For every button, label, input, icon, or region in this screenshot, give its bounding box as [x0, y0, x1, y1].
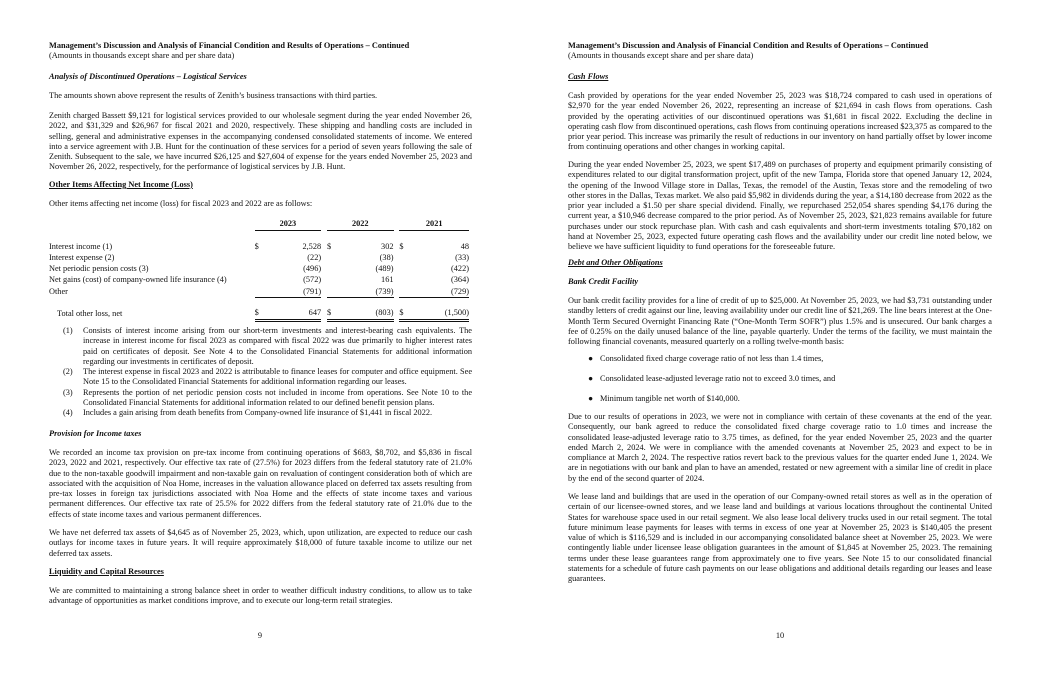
paragraph: We lease land and buildings that are used in the operation of our Company-owned retail stores as well as in the operation of certain of our licensee-owned stores, and we lease land and buildings at various locations throughout the continental United States for warehouse space used in our retail segment. We also lease local delivery trucks used in our retail segment. The total future minimum lease payments for leases with terms in excess of one year at November 25, 2023 is $140,405 the present value of which is $116,529 and is included in our accompanying consolidated balance sheet at November 25, 2023. We were contingently liable under licensee lease obligation guarantees in the amount of $1,845 at November 25, 2023. The remaining terms under these lease guarantees range from approximately one to five years. See Note 15 to our consolidated financial statements for a schedule of future cash payments on our lease obligations and additional details regarding our leases and lease guarantees. — [568, 492, 992, 584]
paragraph: During the year ended November 25, 2023, we spent $17,489 on purchases of property and equipment primarily consisting of expenditures related to our digital transformation project, upfit of the new Tampa, Florida store that opened January 12, 2024, the opening of the Inwood Village store in Dallas, Texas, the remodel of the Austin, Texas store and the remodeling of two other stores in the Dallas, Texas market. We also paid $5,982 in dividends during the year, a $14,180 decrease from 2022 as the prior year included a $1.50 per share special dividend. Finally, we repurchased 252,054 shares spending $4,176 during the current year, a $10,946 decrease compared to the prior period. As of November 25, 2023, $21,823 remains available for future purchases under our stock repurchase plan. With cash and cash equivalents and short-term investments totaling $70,182 on hand at November 25, 2023, expected future operating cash flows and the availability under our credit line noted below, we believe we have sufficient liquidity to fund operations for the foreseeable future. — [568, 160, 992, 252]
list-item — [568, 374, 992, 384]
currency-symbol: $ — [399, 307, 409, 320]
list-item — [568, 394, 992, 404]
page-header — [568, 41, 992, 62]
bullet-icon: ● — [588, 393, 594, 403]
section-heading-other-items: Other Items Affecting Net Income (Loss) — [49, 180, 193, 189]
currency-symbol: $ — [399, 241, 404, 251]
paragraph: Our bank credit facility provides for a line of credit of up to $25,000. At November 25, 2023, we had $3,731 outstanding under standby letters of credit against our line, leaving availability under our credit line of $21,269. The line bears interest at the One-Month Term Secured Overnight Financing Rate (“One-Month Term SOFR”) plus 1.5% and is unsecured. Our bank charges a fee of 0.25% on the daily unused balance of the line, payable quarterly. Under the terms of the facility, we must maintain the following financial covenants, measured quarterly on a rolling twelve-month basis: — [568, 296, 992, 347]
paragraph: We recorded an income tax provision on pre-tax income from continuing operations of $683, $8,702, and $5,836 in fiscal 2023, 2022 and 2021, respectively. Our effective tax rate of (27.5%) for 2023 differs from the federal statutory rate of 21.0% due to the non-taxable goodwill impairment and non-taxable gain on revaluation of contingent consideration both of which are associated with the acquisition of Noa Home, increases in the valuation allowance placed on deferred tax assets resulting from pre-tax losses in foreign tax jurisdictions associated with Noa Home and the effects of state income taxes and various permanent differences. Our effective tax rate of 25.5% for 2022 differs from the federal statutory rate of 21.0% due to the effects of state income taxes and various permanent differences. — [49, 448, 472, 519]
currency-symbol: $ — [254, 241, 259, 251]
row-label: Total other loss, net — [57, 308, 123, 318]
cell: (572) — [303, 275, 322, 285]
cell: (22) — [307, 252, 322, 262]
row-label: Net gains (cost) of company-owned life insurance (4) — [49, 275, 227, 285]
table-row — [49, 241, 469, 252]
page-header — [49, 41, 472, 62]
currency-symbol: $ — [327, 307, 337, 320]
list-item — [568, 354, 992, 364]
cell: (33) — [455, 252, 469, 262]
cell: (496) — [303, 264, 322, 274]
cell: (38) — [379, 252, 394, 262]
footnote — [49, 408, 472, 418]
cell: (729) — [409, 286, 469, 298]
table-row — [49, 275, 469, 286]
table-header-row — [49, 218, 469, 231]
footnotes — [49, 326, 472, 419]
header-title: Management’s Discussion and Analysis of Financial Condition and Results of Operations – Continued — [49, 41, 410, 50]
paragraph: We have net deferred tax assets of $4,645 as of November 25, 2023, which, upon utilization, are expected to reduce our cash outlays for income taxes in future years. It will require approximately $18,000 of future taxable income to utilize our net deferred tax assets. — [49, 528, 472, 558]
column-header: 2021 — [399, 218, 469, 231]
section-heading-income-taxes: Provision for Income taxes — [49, 429, 142, 438]
column-header: 2022 — [327, 218, 393, 231]
paragraph: Cash provided by operations for the year ended November 25, 2023 was $18,724 compared to cash used in operations of $2,970 for the year ended November 26, 2022, representing an increase of $21,694 in cash flows from operations. Cash provided by the operating activities of our discontinued operations was $1,681 in fiscal 2022. Excluding the decline in operating cash flow from discontinued operations, cash flows from continuing operations increased $23,375 as compared to the prior year period. This increase was primarily the result of reductions in our inventory on hand partially offset by lower income from continuing operations and other changes in working capital. — [568, 91, 992, 152]
cell: 2,528 — [302, 241, 322, 251]
list-item-text: Consolidated lease-adjusted leverage ratio not to exceed 3.0 times, and — [600, 373, 836, 383]
table-row — [49, 286, 469, 298]
cell: (803) — [337, 307, 394, 320]
footnote-text: Includes a gain arising from death benefits from Company-owned life insurance of $1,441 in fiscal 2022. — [83, 408, 433, 418]
list-item-text: Consolidated fixed charge coverage ratio of not less than 1.4 times, — [600, 354, 824, 363]
cell: (791) — [265, 286, 322, 298]
cell: (489) — [375, 264, 394, 274]
header-title: Management’s Discussion and Analysis of Financial Condition and Results of Operations – Continued — [568, 41, 929, 50]
paragraph: Other items affecting net income (loss) for fiscal 2023 and 2022 are as follows: — [49, 199, 313, 208]
page-10 — [568, 0, 992, 673]
footnote-number: (1) — [63, 326, 73, 335]
section-heading-discontinued-operations: Analysis of Discontinued Operations – Logistical Services — [49, 72, 247, 81]
subsection-heading-bank-credit: Bank Credit Facility — [568, 277, 639, 286]
cell: (1,500) — [409, 307, 469, 320]
table-row — [49, 252, 469, 263]
section-heading-debt: Debt and Other Obligations — [568, 258, 663, 267]
footnote-text: Consists of interest income arising from our short-term investments and interest-bearing cash equivalents. The increase in interest income for fiscal 2023 as compared with fiscal 2022 was due primarily to higher interest rates paid on certificates of deposit. See Note 4 to the Consolidated Financial Statements for additional information regarding our investments in certificates of deposit. — [83, 326, 472, 366]
cell: 302 — [381, 241, 394, 251]
cell: (739) — [337, 286, 394, 298]
footnote-text: Represents the portion of net periodic pension costs not included in income from operations. See Note 10 to the Consolidated Financial Statements for additional information related to our defined benefit pension plans. — [83, 387, 472, 408]
cell: 161 — [381, 275, 394, 285]
footnote-number: (4) — [63, 408, 73, 418]
footnote-number: (2) — [63, 367, 73, 377]
cell: (422) — [451, 264, 469, 274]
covenant-list — [568, 354, 992, 414]
bullet-icon: ● — [588, 373, 594, 383]
table-row — [49, 264, 469, 275]
column-header: 2023 — [255, 218, 321, 231]
currency-symbol: $ — [327, 241, 332, 251]
row-label: Net periodic pension costs (3) — [49, 264, 149, 274]
page-9 — [49, 0, 472, 673]
table-total-row — [49, 307, 469, 320]
list-item-text: Minimum tangible net worth of $140,000. — [600, 393, 740, 403]
footnote — [49, 388, 472, 409]
paragraph: Due to our results of operations in 2023, we were not in compliance with certain of these covenants at the end of the year. Consequently, our bank agreed to reduce the consolidated fixed charge coverage ratio to 1.0 times and increase the consolidated lease-adjusted leverage ratio to 3.75 times, as defined, for the year ended November 25, 2023 and the quarter ended March 2, 2024. We were in compliance with the amended covenants at November 25, 2023 and expect to be in compliance at March 2, 2024. The respective ratios revert back to the previous values for the quarter ended June 1, 2024. We are in negotiations with our bank and plan to have an amended, restated or new agreement with a similar line of credit in place by the end of the second quarter of 2024. — [568, 412, 992, 483]
currency-symbol: $ — [255, 307, 265, 320]
other-items-table — [49, 218, 469, 322]
footnote-number: (3) — [63, 387, 73, 397]
header-subtitle: (Amounts in thousands except share and per share data) — [568, 51, 754, 61]
cell: 48 — [460, 241, 469, 251]
row-label: Interest income (1) — [49, 241, 113, 251]
cell: (364) — [451, 275, 469, 285]
cell: 647 — [265, 307, 322, 320]
section-heading-cash-flows: Cash Flows — [568, 72, 609, 81]
page-number: 10 — [775, 631, 785, 640]
paragraph: Zenith charged Bassett $9,121 for logistical services provided to our wholesale segment during the year ended November 26, 2022, and $31,329 and $26,967 for fiscal 2021 and 2020, respectively. These shipping and handling costs are included in selling, general and administrative expenses in the accompanying condensed consolidated statements of income. We entered into a service agreement with J.B. Hunt for the continuation of these services for a period of seven years following the sale of Zenith. Subsequent to the sale, we have incurred $26,125 and $27,604 of expense for the years ended November 25, 2023 and November 26, 2022, respectively, for the performance of logistical services by J.B. Hunt. — [49, 111, 472, 172]
section-heading-liquidity: Liquidity and Capital Resources — [49, 567, 164, 576]
row-label: Other — [49, 286, 68, 296]
page-number: 9 — [257, 631, 263, 640]
footnote-text: The interest expense in fiscal 2023 and 2022 is attributable to finance leases for computer and office equipment. See Note 15 to the Consolidated Financial Statements for additional information regarding our leases. — [83, 367, 472, 387]
footnote — [49, 367, 472, 388]
row-label: Interest expense (2) — [49, 252, 115, 262]
header-subtitle: (Amounts in thousands except share and per share data) — [49, 51, 235, 61]
paragraph: The amounts shown above represent the results of Zenith’s business transactions with third parties. — [49, 91, 378, 100]
footnote — [49, 326, 472, 367]
paragraph: We are committed to maintaining a strong balance sheet in order to weather difficult industry conditions, to allow us to take advantage of opportunities as market conditions improve, and to execute our long-term retail strategies. — [49, 586, 472, 606]
bullet-icon: ● — [588, 354, 594, 363]
